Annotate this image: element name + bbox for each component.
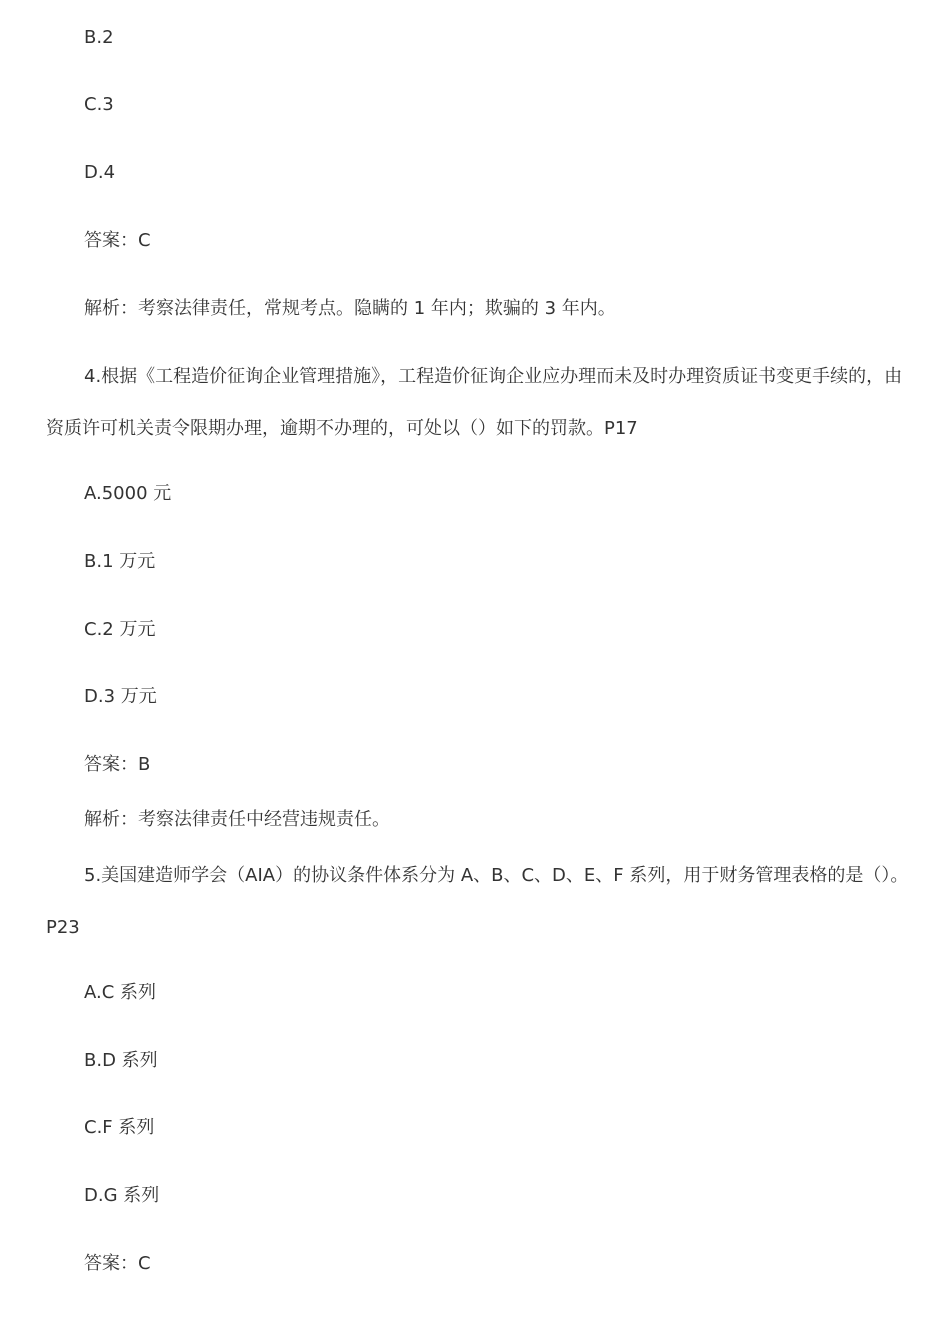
- explanation: 解析：考察法律责任中经营违规责任。: [84, 809, 390, 830]
- option-b: B.D 系列: [84, 1050, 158, 1071]
- answer: 答案：C: [84, 1253, 151, 1274]
- question-5: 5.美国建造师学会（AIA）的协议条件体系分为 A、B、C、D、E、F 系列，用于财务管理表格的是（）。P23: [46, 865, 909, 938]
- option-c: C.2 万元: [84, 619, 156, 640]
- option-a: A.C 系列: [84, 982, 157, 1003]
- option-b: B.1 万元: [84, 551, 156, 572]
- option-c: C.3: [84, 94, 114, 115]
- answer: 答案：B: [84, 754, 151, 775]
- option-d: D.4: [84, 162, 116, 183]
- option-d: D.3 万元: [84, 686, 157, 707]
- option-a: A.5000 元: [84, 483, 172, 504]
- option-d: D.G 系列: [84, 1185, 160, 1206]
- option-b: B.2: [84, 27, 114, 48]
- answer: 答案：C: [84, 230, 151, 251]
- question-4: 4.根据《工程造价征询企业管理措施》，工程造价征询企业应办理而未及时办理资质证书变更手续的，由资质许可机关责令限期办理，逾期不办理的，可处以（）如下的罚款。P17: [46, 366, 903, 439]
- explanation: 解析：考察法律责任，常规考点。隐瞒的 1 年内；欺骗的 3 年内。: [84, 298, 616, 319]
- option-c: C.F 系列: [84, 1117, 155, 1138]
